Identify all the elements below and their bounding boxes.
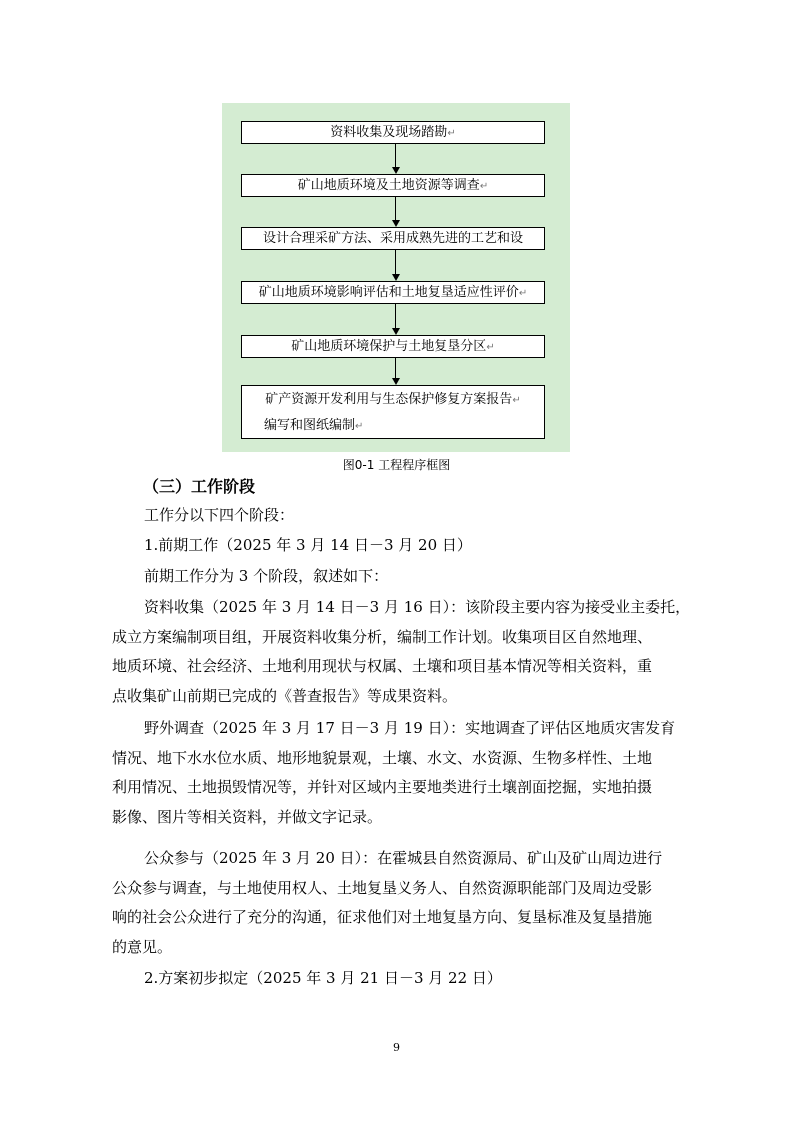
figure-caption: 图0-1 工程程序框图: [342, 458, 451, 472]
flow-step-3: [241, 227, 545, 250]
return-mark: ↵: [486, 342, 495, 353]
flow-step-1-text: 资料收集及现场踏勘: [330, 125, 448, 140]
flow-arrow: [392, 250, 400, 281]
paragraph-line: 地质环境、社会经济、土地利用现状与权属、土壤和项目基本情况等相关资料，重: [112, 657, 653, 675]
paragraph: [112, 531, 687, 561]
flow-step-4-text: 矿山地质环境影响评估和土地复垦适应性评价: [258, 285, 519, 300]
paragraph-line: 公众参与（2025 年 3 月 20 日）：在霍城县自然资源局、矿山及矿山周边进行: [144, 849, 663, 867]
paragraph-line: 资料收集（2025 年 3 月 14 日－3 月 16 日）：该阶段主要内容为接受业主委托，: [144, 598, 691, 616]
paragraph: [112, 964, 687, 994]
return-mark: ↵: [518, 288, 528, 299]
paragraph-line: 利用情况、土地损毁情况等，并针对区域内主要地类进行土壤剖面挖掘，实地拍摄: [112, 778, 653, 796]
paragraph-line: 情况、地下水水位水质、地形地貌景观，土壤、水文、水资源、生物多样性、土地: [112, 748, 653, 767]
paragraph-line: 公众参与调查，与土地使用权人、土地复垦义务人、自然资源职能部门及周边受影: [112, 878, 653, 897]
flow-step-3-text: 设计合理采矿方法、采用成熟先进的工艺和设: [262, 231, 523, 246]
return-mark: ↵: [479, 181, 489, 192]
paragraph: [112, 593, 691, 711]
flow-step-5: [241, 335, 545, 358]
paragraph: [112, 562, 687, 592]
flow-arrow: [392, 197, 400, 227]
return-mark: ↵: [512, 395, 521, 406]
paragraph-line: 2.方案初步拟定（2025 年 3 月 21 日－3 月 22 日）: [144, 969, 502, 987]
page-number: 9: [393, 1041, 400, 1054]
paragraph: [112, 501, 687, 531]
flow-step-4: [241, 281, 545, 304]
flow-arrow: [392, 358, 400, 385]
flow-step-6: [241, 385, 545, 439]
paragraph-line: 成立方案编制项目组，开展资料收集分析，编制工作计划。收集项目区自然地理、: [112, 627, 653, 646]
paragraph-line: 响的社会公众进行了充分的沟通，征求他们对土地复垦方向、复垦标准及复垦措施: [112, 908, 653, 926]
flow-step-2: [241, 174, 545, 197]
flow-step-1: [241, 121, 545, 144]
paragraph: [112, 714, 687, 832]
paragraph-line: 点收集矿山前期已完成的《普查报告》等成果资料。: [112, 686, 458, 705]
flow-step-6-line-1: 矿产资源开发利用与生态保护修复方案报告: [265, 392, 513, 407]
flow-step-5-text: 矿山地质环境保护与土地复垦分区: [291, 339, 487, 354]
flow-step-6-line-2: 编写和图纸编制: [264, 418, 356, 433]
flow-step-2-text: 矿山地质环境及土地资源等调查: [297, 178, 480, 193]
return-mark: ↵: [355, 421, 364, 432]
flow-arrow: [392, 304, 400, 335]
paragraph-line: 的意见。: [112, 937, 173, 956]
paragraph-line: 野外调查（2025 年 3 月 17 日－3 月 19 日）：实地调查了评估区地质灾害发育: [144, 719, 676, 737]
paragraph-line: 影像、图片等相关资料，并做文字记录。: [112, 807, 383, 826]
paragraph-line: 工作分以下四个阶段：: [144, 506, 295, 524]
return-mark: ↵: [447, 128, 456, 139]
section-title: （三）工作阶段: [143, 477, 256, 496]
flow-arrow: [392, 144, 400, 174]
paragraph-line: 前期工作分为 3 个阶段，叙述如下：: [144, 567, 389, 585]
paragraph: [112, 844, 687, 962]
paragraph-line: 1.前期工作（2025 年 3 月 14 日－3 月 20 日）: [144, 536, 472, 554]
